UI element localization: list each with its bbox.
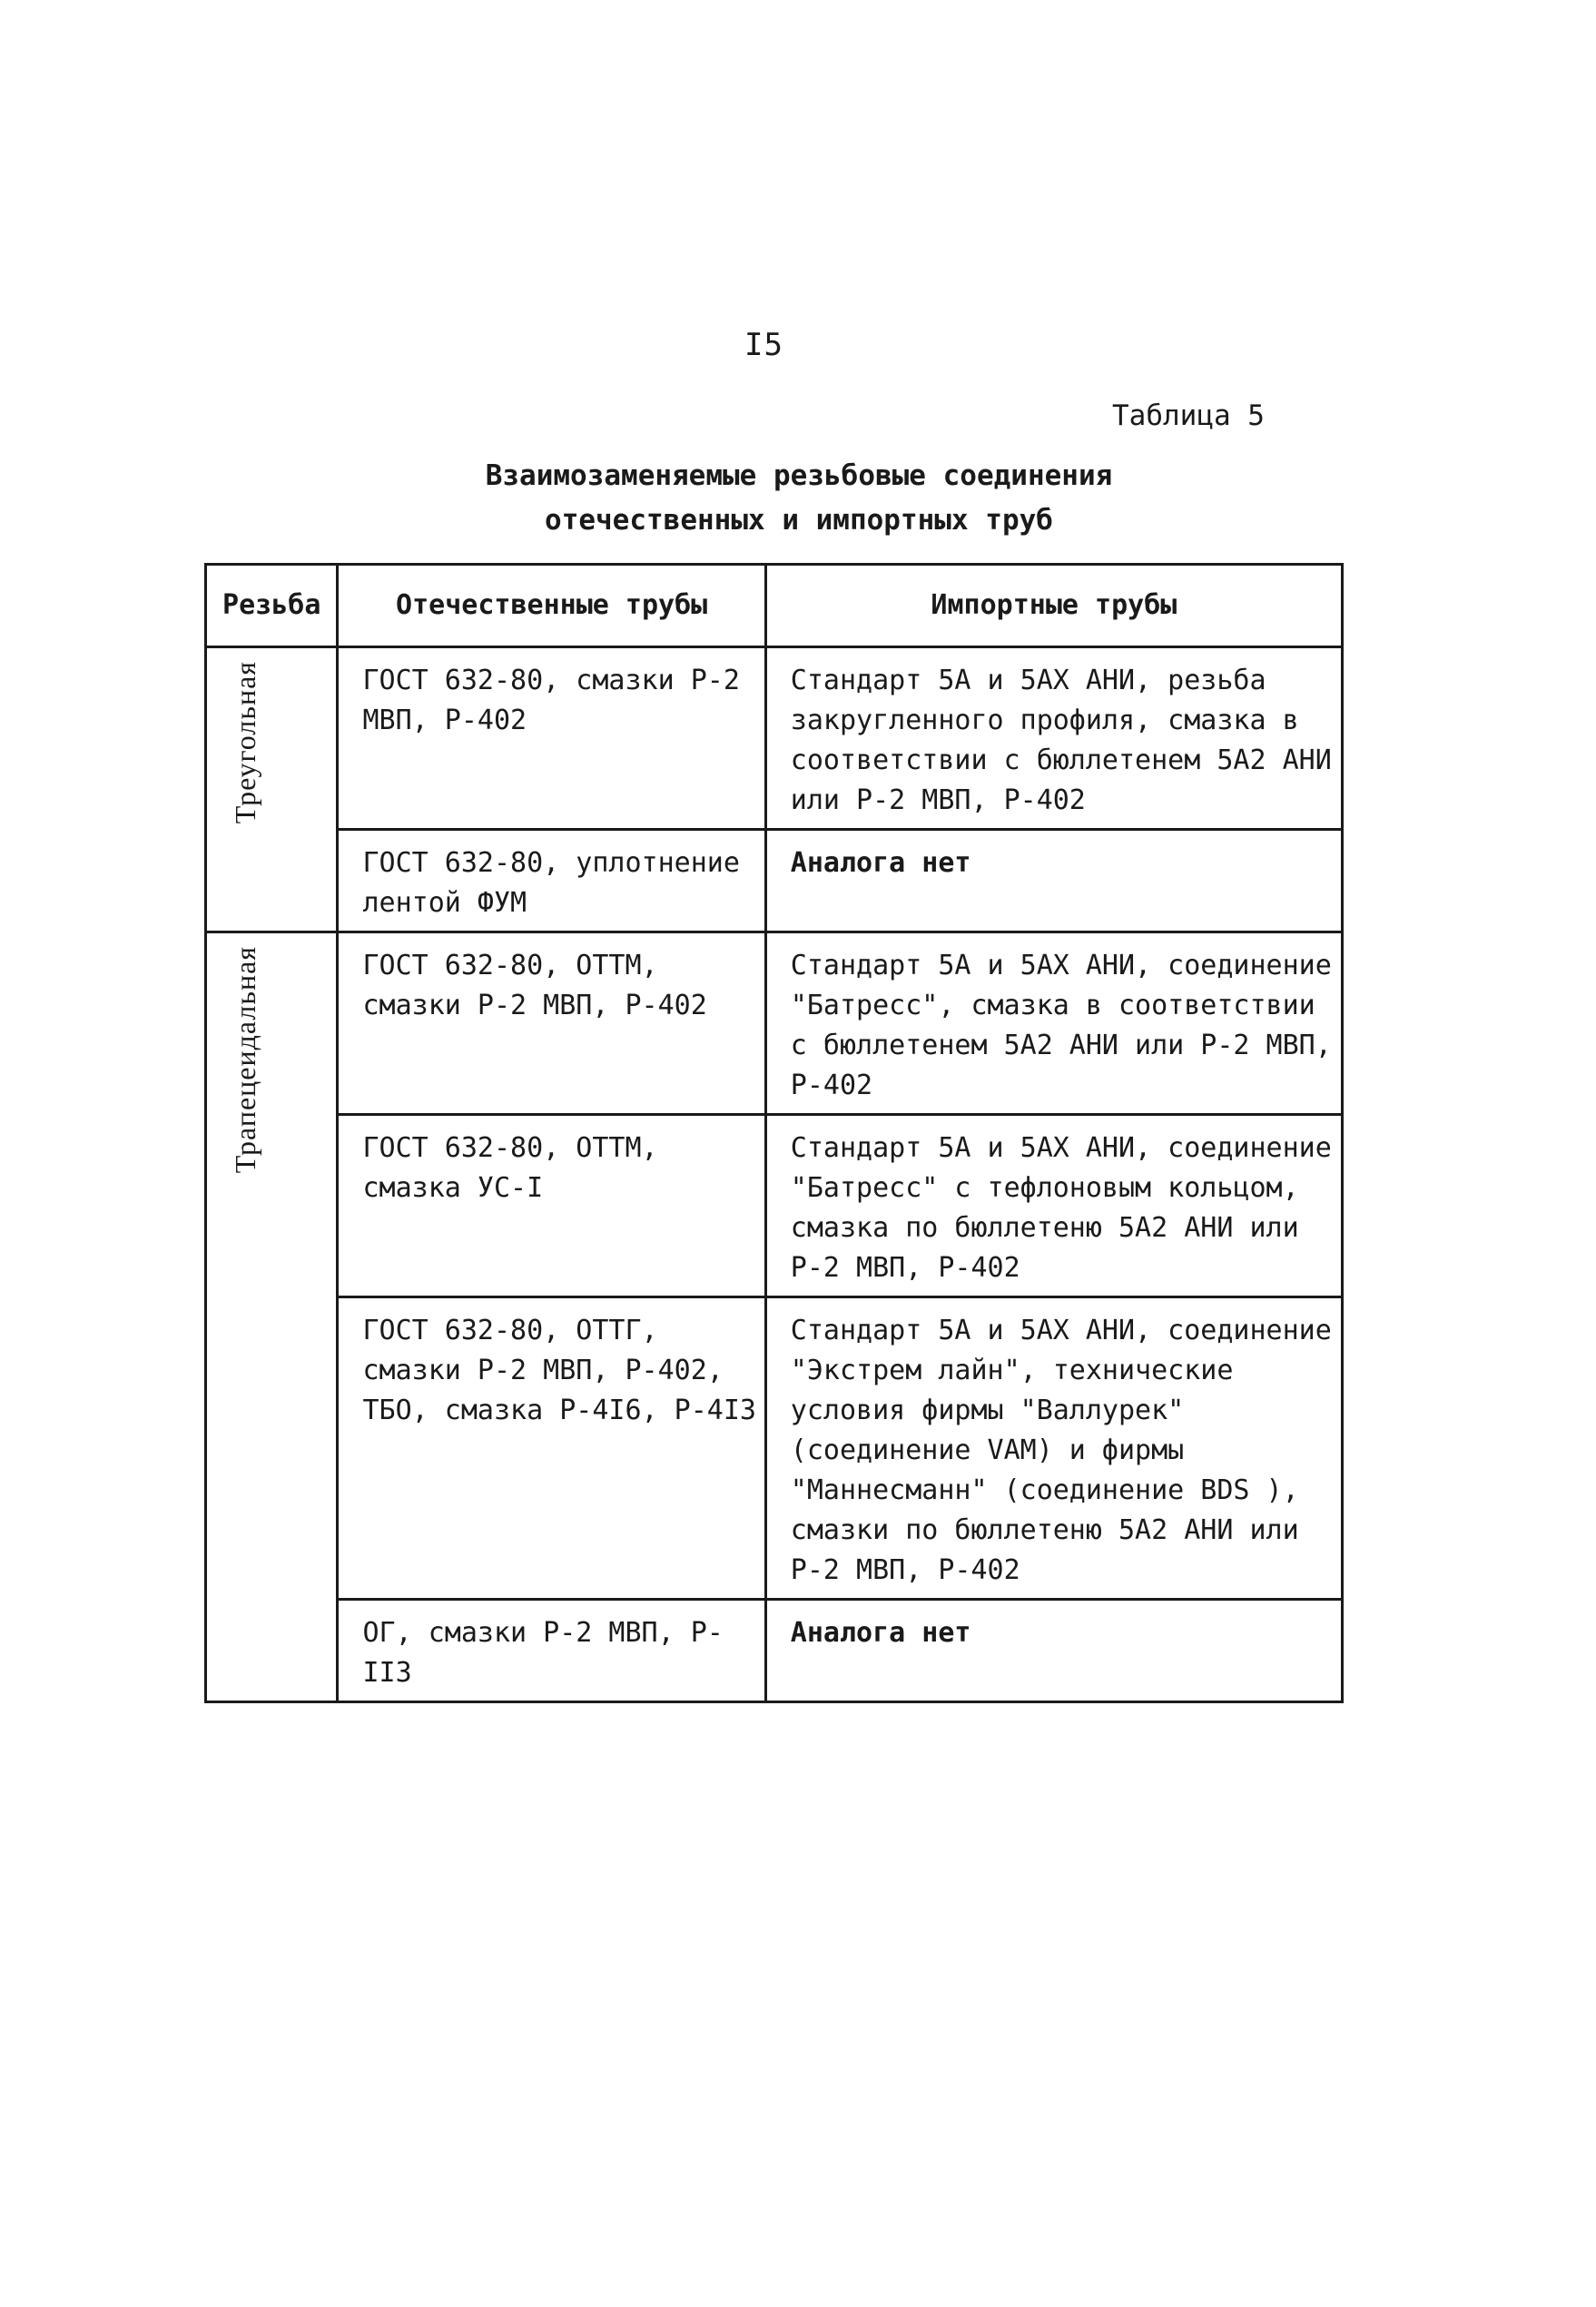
- table-row: [206, 1297, 1343, 1600]
- table-title-line-2: отечественных и импортных труб: [545, 504, 1053, 537]
- header-thread: Резьба: [206, 565, 338, 647]
- group-trapezoidal: [206, 932, 338, 1702]
- table-row: [206, 647, 1343, 830]
- cell-imported: Аналога нет: [765, 830, 1342, 932]
- table-row: [206, 932, 1343, 1115]
- cell-domestic: ГОСТ 632-80, ОТТГ, смазки Р-2 МВП, Р-402, ТБО, смазка Р-4I6, Р-4I3: [338, 1297, 765, 1600]
- table-title: [345, 454, 1253, 543]
- cell-domestic: ГОСТ 632-80, ОТТМ, смазка УС-I: [338, 1115, 765, 1297]
- table-title-line-1: Взаимозаменяемые резьбовые соединения: [485, 459, 1113, 492]
- cell-imported: Стандарт 5А и 5АХ АНИ, соединение "Батресс" с тефлоновым кольцом, смазка по бюллетеню 5А2 АНИ или Р-2 МВП, Р-402: [765, 1115, 1342, 1297]
- cell-imported: Стандарт 5А и 5АХ АНИ, соединение "Батресс", смазка в соответствии с бюллетенем 5А2 АНИ или Р-2 МВП, Р-402: [765, 932, 1342, 1115]
- header-imported: Импортные трубы: [765, 565, 1342, 647]
- table-row: [206, 1115, 1343, 1297]
- cell-domestic: ГОСТ 632-80, ОТТМ, смазки Р-2 МВП, Р-402: [338, 932, 765, 1115]
- cell-domestic: ГОСТ 632-80, смазки Р-2 МВП, Р-402: [338, 647, 765, 830]
- table-header-row: [206, 565, 1343, 647]
- page-number: I5: [744, 327, 783, 363]
- table-row: [206, 1600, 1343, 1702]
- header-domestic: Отечественные трубы: [338, 565, 765, 647]
- cell-imported: Стандарт 5А и 5АХ АНИ, соединение "Экстрем лайн", технические условия фирмы "Валлурек" (соединение VAM) и фирмы "Маннесманн" (соединение BDS ), смазки по бюллетеню 5А2 АНИ или Р-2 МВП, Р-402: [765, 1297, 1342, 1600]
- group-label-triangular: Треугольная: [229, 661, 261, 824]
- table-label: Таблица 5: [1112, 399, 1265, 432]
- thread-table: [204, 563, 1344, 1703]
- cell-imported: Стандарт 5А и 5АХ АНИ, резьба закругленного профиля, смазка в соответствии с бюллетенем 5А2 АНИ или Р-2 МВП, Р-402: [765, 647, 1342, 830]
- cell-domestic: ГОСТ 632-80, уплотнение лентой ФУМ: [338, 830, 765, 932]
- table-row: [206, 830, 1343, 932]
- cell-imported: Аналога нет: [765, 1600, 1342, 1702]
- cell-domestic: ОГ, смазки Р-2 МВП, Р-II3: [338, 1600, 765, 1702]
- group-triangular: [206, 647, 338, 932]
- group-label-trapezoidal: Трапецеидальная: [229, 946, 261, 1174]
